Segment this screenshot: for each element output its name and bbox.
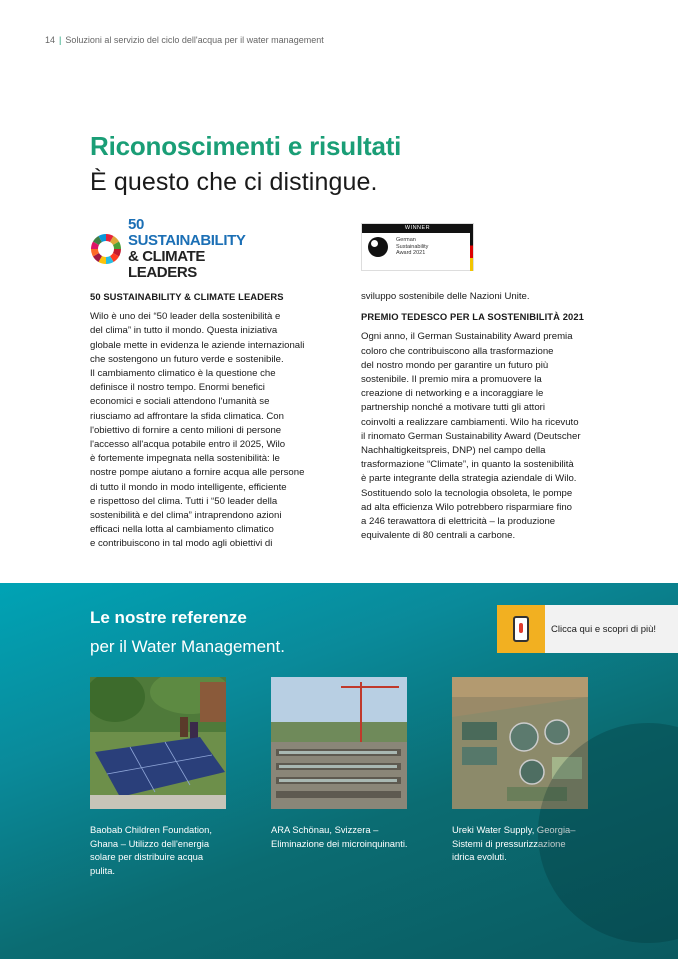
header-separator: | [59, 35, 62, 45]
climate-leaders-body: Wilo è uno dei “50 leader della sostenibilità e del clima” in tutto il mondo. Questa iniziativa globale mette in evidenza le aziende internazionali che sostengono un futuro verde e sostenibile. Il cambiamento climatico è la questione che definisce il nostro tempo. Enormi benefici economici e sociali attendono l'umanità se riusciamo ad affrontare la sfida climatica. Con l'obiettivo di fornire a cento milioni di persone l'accesso all'acqua potabile entro il 2025, Wilo è fortemente impegnata nella sostenibilità: le nostre pompe aiutano a fornire acqua alle persone di tutto il mondo in modo intelligente, efficiente e rispettoso del clima. Tutti i “50 leader della sostenibilità e del clima” intraprendono azioni efficaci nella lotta al cambiamento climatico e contribuiscono in tal modo agli obiettivi di [90, 311, 305, 550]
logo-line-2: & CLIMATE LEADERS [128, 248, 205, 281]
aerial-treatment-plant-photo [452, 677, 588, 809]
section-heading-climate-leaders: 50 SUSTAINABILITY & CLIMATE LEADERS [90, 291, 284, 302]
switch-icon [497, 605, 545, 653]
reference-caption-2: ARA Schönau, Svizzera – Eliminazione dei microinquinanti. [271, 824, 408, 849]
column-continuation: sviluppo sostenibile delle Nazioni Unite. [361, 291, 530, 302]
solar-panels-photo [90, 677, 226, 809]
german-flag-stripe [470, 233, 473, 271]
award-emblem-icon [368, 237, 388, 257]
reference-caption-3: Ureki Water Supply, Georgia– Sistemi di pressurizzazione idrica evoluti. [452, 824, 576, 863]
references-title: Le nostre referenze [90, 608, 247, 627]
badge-text-2: Sustainability [396, 243, 429, 250]
references-subtitle: per il Water Management. [90, 637, 285, 656]
page-title: Riconoscimenti e risultati [90, 131, 402, 161]
running-header [45, 35, 324, 45]
logo-line-1: 50 SUSTAINABILITY [128, 216, 246, 249]
learn-more-label: Clicca qui e scopri di più! [551, 623, 657, 635]
column-right [361, 290, 616, 543]
german-sustainability-award-badge [361, 223, 474, 271]
column-left [90, 290, 330, 552]
running-title: Soluzioni al servizio del ciclo dell'acqua per il water management [65, 35, 324, 45]
page-number: 14 [45, 35, 56, 45]
learn-more-button[interactable] [497, 605, 678, 653]
german-award-body: Ogni anno, il German Sustainability Award premia coloro che contribuiscono alla trasformazione del nostro mondo per garantire un futuro più sostenibile. Il premio mira a promuovere la creazione di networking e a incoraggiare le partnership nonché a motivare tutti gli attori coinvolti a realizzare cambiamenti. Wilo ha ricevuto il rinomato German Sustainability Award (Deutscher Nachhaltigkeitspreis, DNP) nel campo della trasformazione “Climate”, in quanto la sostenibilità è parte integrante della strategia aziendale di Wilo. Sostituendo solo la tecnologia obsoleta, le pompe ad alta efficienza Wilo potrebbero risparmiare fino a 246 terawattora di elettricità – la produzione equivalente di 80 centrali a carbone. [361, 331, 581, 542]
page-subtitle: È questo che ci distingue. [90, 168, 378, 196]
sustainability-climate-leaders-logo [90, 216, 260, 281]
references-section [0, 583, 678, 959]
badge-text-3: Award 2021 [396, 250, 426, 257]
reference-caption-1: Baobab Children Foundation, Ghana – Utilizzo dell'energia solare per distribuire acqua pulita. [90, 824, 212, 876]
badge-text-1: German [396, 237, 416, 244]
sdg-wheel-icon [90, 233, 122, 265]
section-heading-german-award: PREMIO TEDESCO PER LA SOSTENIBILITÀ 2021 [361, 311, 584, 323]
treatment-plant-crane-photo [271, 677, 407, 809]
badge-winner-band: WINNER [362, 224, 473, 233]
